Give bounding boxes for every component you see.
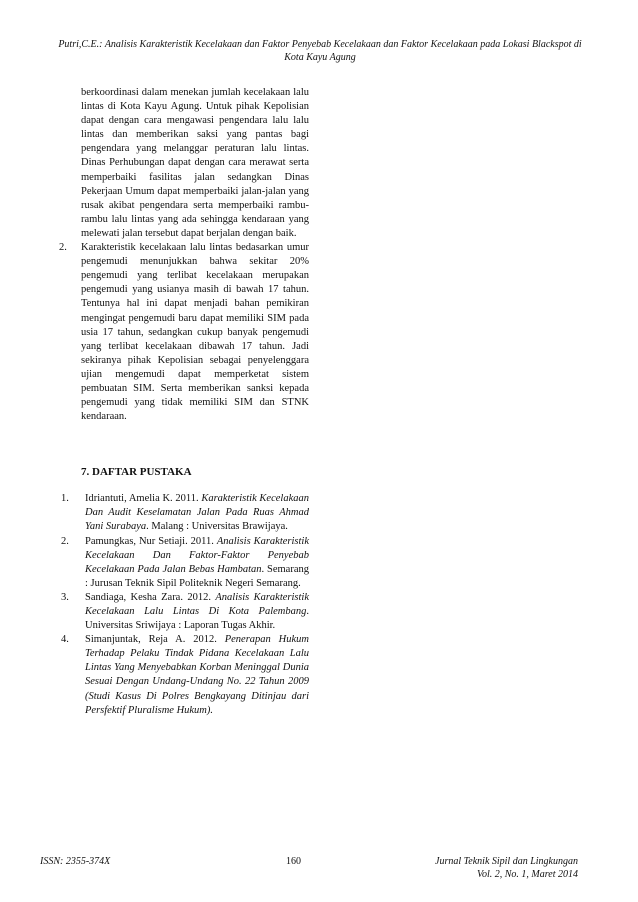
- reference-list: [59, 492, 309, 718]
- text-column: [59, 86, 309, 718]
- reference-authors: Pamungkas, Nur Setiaji. 2011.: [85, 535, 217, 547]
- list-item-number: 2.: [59, 242, 67, 254]
- reference-text: [85, 591, 309, 633]
- list-item-2: [59, 241, 309, 424]
- reference-title: Analisis Karakteristik Kecelakaan Lalu Lintas Di Kota Palembang: [85, 591, 309, 617]
- reference-authors: Sandiaga, Kesha Zara. 2012.: [85, 591, 216, 603]
- reference-number: 1.: [61, 493, 69, 505]
- reference-item: [59, 492, 309, 534]
- reference-number: 4.: [61, 634, 69, 646]
- list-item-text: Karakteristik kecelakaan lalu lintas bedasarkan umur pengemudi menunjukkan bahwa sekitar 20% pengemudi yang terlibat kecelakaan merupakan pengemudi yang usianya masih di bawah 17 tahun. Tentunya hal ini dapat menjadi bahan pemikiran mengingat pengemudi baru dapat memiliki SIM pada usia 17 tahun, sedangkan cukup banyak pengemudi yang terlibat kecelakaan dibawah 17 tahun. Jadi sekiranya pihak Kepolisian sebagai penyelenggara ujian mengemudi dapat memperketat sistem pembuatan SIM. Serta memberikan sanksi kepada pengemudi yang tidak memiliki SIM dan STNK kendaraan.: [81, 242, 309, 423]
- reference-number: 3.: [61, 591, 69, 603]
- reference-publisher: . Universitas Sriwijaya : Laporan Tugas Akhir.: [85, 606, 309, 632]
- section-title-daftar-pustaka: 7. DAFTAR PUSTAKA: [81, 466, 192, 479]
- reference-publisher: . Semarang : Jurusan Teknik Sipil Politeknik Negeri Semarang.: [85, 563, 309, 589]
- running-header: [40, 38, 600, 64]
- reference-title: Penerapan Hukum Terhadap Pelaku Tindak Pidana Kecelakaan Lalu Lintas Yang Menyebabkan Korban Meninggal Dunia Sesuai Dengan Undang-Undang No. 22 Tahun 2009 (Studi Kasus Di Polres Bengkayang Ditinjau dari Persfektif Pluralisme Hukum).: [85, 634, 309, 716]
- page-number: 160: [286, 856, 301, 867]
- reference-title: Karakteristik Kecelakaan Dan Audit Keselamatan Jalan Pada Ruas Ahmad Yani Surabaya: [85, 493, 309, 533]
- reference-authors: Idriantuti, Amelia K. 2011.: [85, 493, 202, 505]
- footer-journal: [435, 856, 578, 881]
- reference-number: 2.: [61, 535, 69, 547]
- list-item-1-continuation: berkoordinasi dalam menekan jumlah kecelakaan lalu lintas di Kota Kayu Agung. Untuk pihak Kepolisian dapat dengan cara mengawasi pengendara lalu lalu lintas dan memberikan saksi yang pantas bagi pengendara yang melanggar peraturan lalu lintas. Dinas Perhubungan dapat dengan cara merawat serta memperbaiki fasilitas jalan sedangkan Dinas Pekerjaan Umum dapat memperbaiki jalan-jalan yang rusak akibat pengendara serta memperbaiki rambu-rambu lalu lintas yang ada sehingga kendaraan yang melewati jalan tersebut dapat berjalan dengan baik.: [81, 87, 309, 239]
- reference-text: [85, 633, 309, 718]
- reference-title: Analisis Karakteristik Kecelakaan Dan Faktor-Faktor Penyebab Kecelakaan Pada Jalan Bebas Hambatan: [85, 535, 309, 575]
- reference-item: [59, 633, 309, 718]
- footer-journal-name: Jurnal Teknik Sipil dan Lingkungan: [435, 856, 578, 867]
- reference-item: [59, 535, 309, 591]
- footer-issn: ISSN: 2355-374X: [40, 856, 111, 867]
- reference-item: [59, 591, 309, 633]
- reference-text: [85, 492, 309, 534]
- header-line-1: Putri,C.E.: Analisis Karakteristik Kecelakaan dan Faktor Penyebab Kecelakaan dan Faktor Kecelakaan pada Lokasi Blackspot di: [58, 39, 582, 50]
- header-line-2: Kota Kayu Agung: [284, 52, 356, 63]
- reference-text: [85, 535, 309, 591]
- footer-journal-volume: Vol. 2, No. 1, Maret 2014: [476, 868, 578, 880]
- reference-publisher: . Malang : Universitas Brawijaya.: [146, 521, 288, 533]
- reference-authors: Simanjuntak, Reja A. 2012.: [85, 634, 225, 646]
